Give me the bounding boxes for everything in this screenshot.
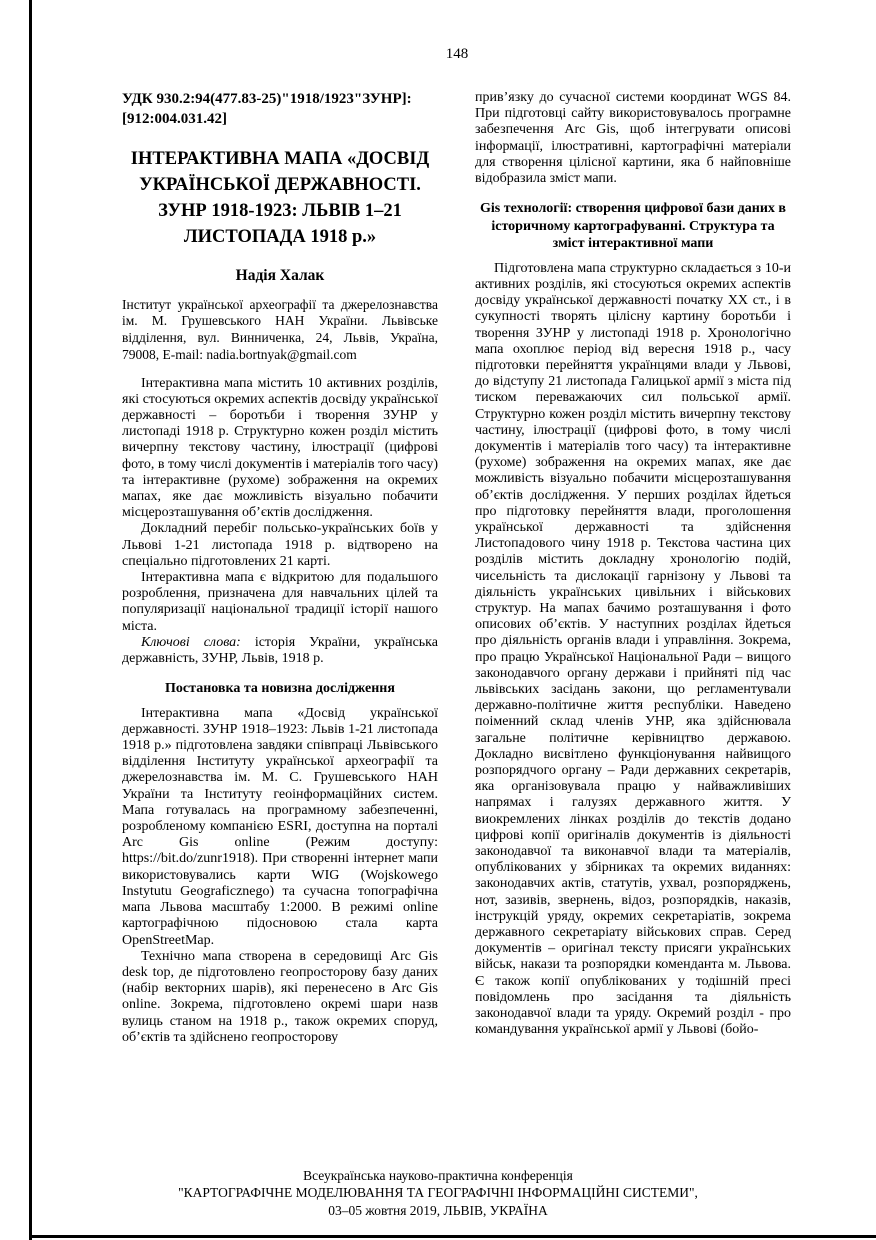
- keywords-text: історія України, українська державність, ЗУНР, Львів, 1918 р.: [122, 634, 438, 666]
- footer-conference-name: Всеукраїнська науково-практична конференція: [303, 1167, 573, 1183]
- scan-border-bottom: [29, 1235, 876, 1238]
- footer-conference-title: "КАРТОГРАФІЧНЕ МОДЕЛЮВАННЯ ТА ГЕОГРАФІЧНІ ІНФОРМАЦІЙНІ СИСТЕМИ",: [178, 1185, 698, 1201]
- scan-border-left: [29, 0, 32, 1240]
- conference-footer: [60, 1167, 816, 1220]
- section-heading: Gis технології: створення цифрової бази даних в історичному картографуванні. Структура та зміст інтерактивної мапи: [480, 201, 786, 252]
- abstract-paragraph: Докладний перебіг польсько-українських боїв у Львові 1-21 листопада 1918 р. відтворено на спеціально підготовлених 21 карті.: [122, 521, 438, 569]
- article-title: ІНТЕРАКТИВНА МАПА «ДОСВІД УКРАЇНСЬКОЇ ДЕРЖАВНОСТІ. ЗУНР 1918-1923: ЛЬВІВ 1–21 ЛИСТОПАДА 1918 р.»: [130, 149, 430, 247]
- left-column: [122, 90, 438, 1046]
- abstract-paragraph: Інтерактивна мапа є відкритою для подальшого розроблення, призначена для навчальних цілей та популяризації національної традиції історії нашого міста.: [122, 569, 438, 634]
- author-name: Надія Халак: [235, 266, 325, 284]
- keywords-line: [122, 635, 438, 667]
- keywords-label: Ключові слова:: [141, 634, 241, 650]
- author-affiliation: Інститут української археографії та джерелознавства ім. М. Грушевського НАН України. Львівське відділення, вул. Винниченка, 24, Львів, Україна, 79008, E-mail: nadia.bortnyak@gmail.com: [122, 296, 438, 362]
- body-paragraph-continuation: прив’язку до сучасної системи координат WGS 84. При підготовці сайту використовувалось програмне забезпечення Arc Gis, щоб інтегрувати описові інформації, ілюстративні, картографічні матеріали для створення цілісної картини, яка б найповніше відобразила зміст мапи.: [475, 90, 791, 187]
- page-content: [122, 90, 792, 1046]
- footer-conference-date-place: 03–05 жовтня 2019, ЛЬВІВ, УКРАЇНА: [328, 1203, 548, 1219]
- abstract-paragraph: Інтерактивна мапа містить 10 активних розділів, які стосуються окремих аспектів досвіду української державності – боротьби і творення ЗУНР у листопаді 1918 р. Структурно кожен розділ містить вичерпну текстову частину, ілюстрації (цифрові фото, в тому числі документів і матеріалів того часу) та інтерактивне (рухоме) зображення на окремих мапах, яке дає можливість візуально побачити місцерозташування об’єктів дослідження.: [122, 375, 438, 521]
- page-number: 148: [445, 46, 469, 62]
- right-column: [475, 90, 791, 1046]
- body-paragraph: Підготовлена мапа структурно складається з 10-и активних розділів, які стосуються окремих аспектів досвіду української державності початку ХХ ст., і в сукупності творять цілісну картину боротьби і творення ЗУНР у листопаді 1918 р. Хронологічно мапа охоплює період від вересня 1918 р., часу підготовки перейняття українцями влади у Львові, до відступу 21 листопада Галицької армії з міста під тиском переважаючих сил польської армії. Структурно кожен розділ містить вичерпну текстову частину, ілюстрації (цифрові фото, в тому числі документів і матеріалів того часу) та інтерактивне (рухоме) зображення на окремих мапах, яке дає можливість візуально побачити місцерозташування об’єктів дослідження. У перших розділах йдеться про підготовку перейняття влади, проголошення української державності та здійснення Листопадового чину 1918 р. Текстова частина цих розділів містить докладну хронологію подій, чисельність та дислокації гарнізону у Львові та діяльність українських цивільних і військових структур. На мапах бачимо розташування і фото описових об’єктів. У наступних розділах йдеться про діяльність органів влади і управління. Зокрема, про працю Української Національної Ради – вищого законодавчого органу держави і прийняті під час львівських засідань закони, що регламентували державно-політичне життя республіки. Наведено поіменний склад членів УНР, яка здійснювала загальне політичне керівництво державою. Докладно висвітлено функціонування найвищого розпорядчого органу – Ради державних секретарів, яка організовувала працю у найважливіших напрямах і галузях державного життя. У виокремлених лінках розділів до текстів додано цифрові копії оригіналів документів із діяльності законодавчої та виконавчої влади та матеріалів, опублікованих у збірниках та окремих виданнях: законодавчих актів, статутів, ухвал, розпоряджень, нот, зазивів, звернень, відоз, розпорядків, наказів, інструкцій уряду, окремих секретаріатів, зокрема державного секретаріату військових справ. Серед документів – оригінал тексту присяги українських військ, накази та розпорядки коменданта м. Львова. Є також копії опублікованих у тодішній пресі повідомлень про засідання та діяльність законодавчої влади та уряду. Окремий розділ - про командування української армії у Львові (бойо-: [475, 260, 791, 1038]
- body-paragraph: Інтерактивна мапа «Досвід української державності. ЗУНР 1918–1923: Львів 1-21 листопада 1918 р.» підготовлена завдяки співпраці Львівського відділення Інституту української археографії та джерелознавства ім. М. С. Грушевського НАН України та Інституту геоінформаційних систем. Мапа готувалась на програмному забезпеченні, розробленому компанією ESRI, доступна на порталі Arc Gis online (Режим доступу: https://bit.do/zunr1918). При створенні інтернет мапи використовувались карти WIG (Wojskowego Instytutu Geograficznego) та сучасна топографічна мапа Львова масштабу 1:2000. В режимі online картографічною підосновою стала карта OpenStreetMap.: [122, 705, 438, 948]
- body-paragraph: Технічно мапа створена в середовищі Arc Gis desk top, де підготовлено геопросторову базу даних (набір векторних шарів), які перенесено в Arc Gis online. Зокрема, підготовлено окремі шари назв вулиць станом на 1918 р., також окремих споруд, об’єктів та здійснено геопросторову: [122, 948, 438, 1045]
- section-heading: Постановка та новизна дослідження: [165, 681, 395, 697]
- udc-code: УДК 930.2:94(477.83-25)"1918/1923"ЗУНР]:[912:004.031.42]: [122, 91, 412, 127]
